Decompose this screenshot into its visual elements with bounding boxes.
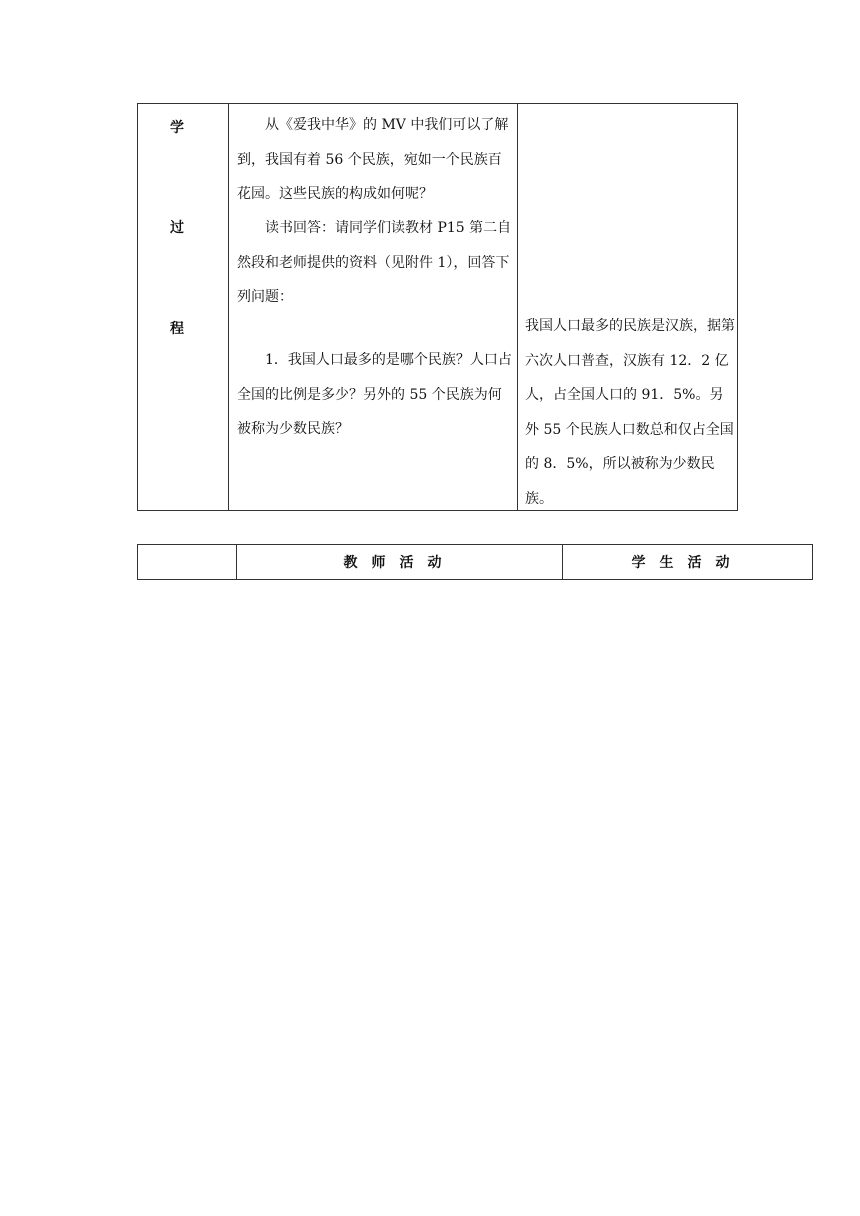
section-label-char: 学 [170, 120, 184, 136]
section-label-column [138, 104, 229, 510]
teacher-paragraph: 读书回答：请同学们读教材 P15 第二自然段和老师提供的资料（见附件 1），回答下列问题： [237, 220, 512, 305]
teacher-activity-heading: 教师活动 [237, 545, 563, 579]
lesson-process-table [137, 103, 738, 511]
teacher-activity-cell [229, 104, 518, 510]
section-label-char: 过 [170, 220, 184, 236]
student-activity-cell [518, 104, 738, 510]
section-label-char: 程 [170, 321, 184, 337]
teacher-question: 1．我国人口最多的是哪个民族？人口占全国的比例是多少？另外的 55 个民族为何被称为少数民族？ [237, 352, 512, 437]
teacher-paragraph: 从《爱我中华》的 MV 中我们可以了解到，我国有着 56 个民族，宛如一个民族百花园。这些民族的构成如何呢？ [237, 117, 509, 202]
student-activity-heading: 学生活动 [631, 555, 744, 571]
student-answer: 我国人口最多的民族是汉族，据第六次人口普查，汉族有 12．2 亿人，占全国人口的 91．5%。另外 55 个民族人口数总和仅占全国的 8．5%，所以被称为少数民族。 [525, 318, 735, 507]
header-empty-cell [138, 545, 237, 579]
activity-header-table [137, 544, 813, 580]
